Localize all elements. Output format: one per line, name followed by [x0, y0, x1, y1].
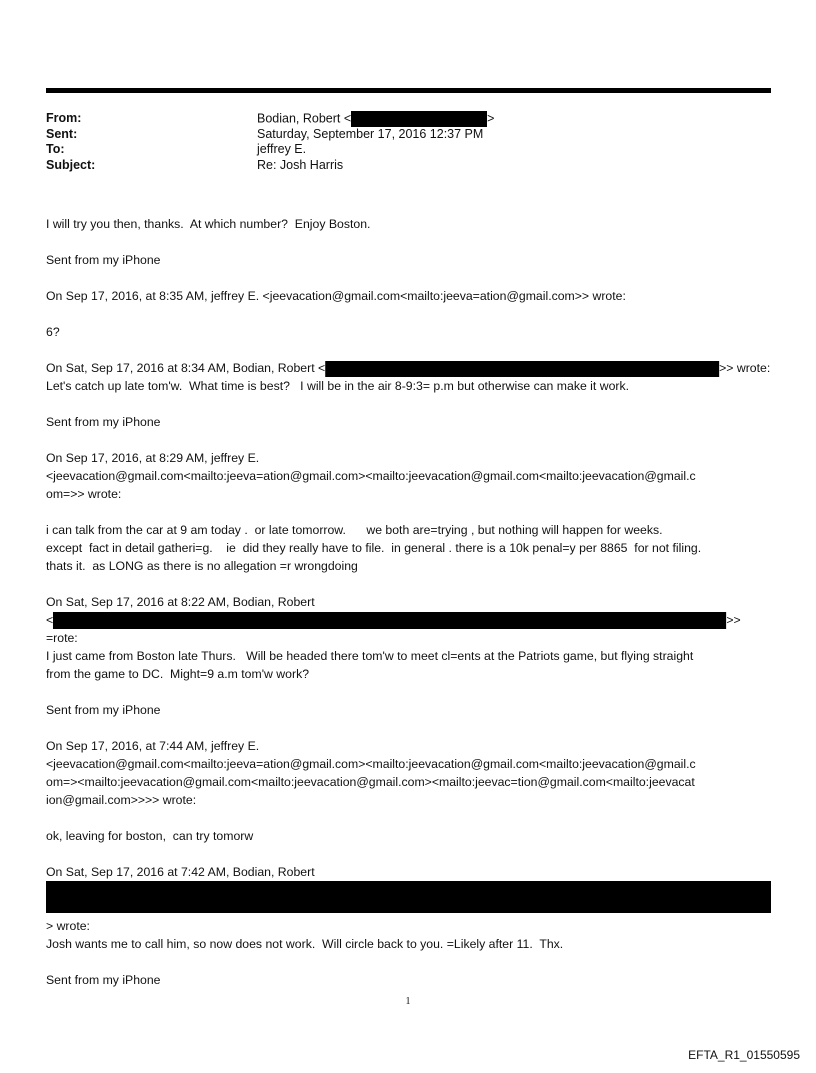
quote-header-text: <	[46, 613, 54, 627]
body-line: 6?	[46, 325, 60, 339]
quote-header	[46, 359, 774, 377]
from-label: From:	[46, 111, 82, 125]
subject-label: Subject:	[46, 157, 96, 172]
signature-line: Sent from my iPhone	[46, 973, 161, 987]
quote-header: om=>> wrote:	[46, 487, 122, 501]
redaction	[53, 612, 726, 629]
quote-header: =rote:	[46, 631, 78, 645]
subject-row	[46, 158, 494, 174]
quote-header: On Sat, Sep 17, 2016 at 7:42 AM, Bodian, Robert	[46, 865, 315, 879]
quote-header-tail: >>	[726, 613, 741, 627]
quote-header: > wrote:	[46, 919, 90, 933]
body-line: i can talk from the car at 9 am today . or late tomorrow. we both are=trying , but nothing will happen for weeks.	[46, 523, 663, 537]
body-line: except fact in detail gatheri=g. ie did they really have to file. in general . there is a 10k penal=y per 8865 for not filing.	[46, 541, 702, 555]
body-line: I just came from Boston late Thurs. Will be headed there tom'w to meet cl=ents at the Patriots game, but flying straight	[46, 649, 694, 663]
signature-line: Sent from my iPhone	[46, 253, 161, 267]
header-rule	[46, 88, 771, 93]
quote-header: On Sep 17, 2016, at 8:29 AM, jeffrey E.	[46, 451, 260, 465]
body-line: Josh wants me to call him, so now does not work. Will circle back to you. =Likely after 11. Thx.	[46, 937, 564, 951]
to-value: jeffrey E.	[257, 142, 307, 156]
email-header	[46, 111, 494, 173]
quote-header: On Sep 17, 2016, at 7:44 AM, jeffrey E.	[46, 739, 260, 753]
body-line: thats it. as LONG as there is no allegation =r wrongdoing	[46, 559, 358, 573]
quote-header: On Sat, Sep 17, 2016 at 8:22 AM, Bodian, Robert	[46, 595, 315, 609]
redaction	[351, 111, 487, 127]
document-id: EFTA_R1_01550595	[688, 1048, 800, 1062]
from-name: Bodian, Robert <	[257, 111, 352, 126]
sent-row	[46, 127, 494, 143]
quote-header-tail: >> wrote:	[719, 361, 771, 375]
to-label: To:	[46, 142, 65, 156]
quote-header	[46, 611, 774, 629]
body-line: I will try you then, thanks. At which number? Enjoy Boston.	[46, 217, 371, 231]
signature-line: Sent from my iPhone	[46, 703, 161, 717]
sent-value: Saturday, September 17, 2016 12:37 PM	[257, 126, 484, 141]
redaction	[46, 881, 771, 913]
quote-header: om=><mailto:jeevacation@gmail.com<mailto:jeevacation@gmail.com><mailto:jeevac=tion@gmail.com<mailto:jeevacat	[46, 775, 695, 789]
quote-header: On Sep 17, 2016, at 8:35 AM, jeffrey E. <jeevacation@gmail.com<mailto:jeeva=ation@gmail.com>> wrote:	[46, 289, 626, 303]
from-value	[257, 111, 494, 127]
email-body	[46, 215, 776, 989]
from-row	[46, 111, 494, 127]
body-line: Let's catch up late tom'w. What time is best? I will be in the air 8-9:3= p.m but otherwise can make it work.	[46, 379, 630, 393]
quote-header: ion@gmail.com>>>> wrote:	[46, 793, 197, 807]
from-close: >	[487, 111, 495, 126]
sent-label: Sent:	[46, 126, 78, 141]
signature-line: Sent from my iPhone	[46, 415, 161, 429]
body-line: from the game to DC. Might=9 a.m tom'w work?	[46, 667, 310, 681]
page-number: 1	[405, 996, 411, 1007]
to-row	[46, 142, 494, 158]
subject-value: Re: Josh Harris	[257, 157, 344, 172]
body-line: ok, leaving for boston, can try tomorw	[46, 829, 254, 843]
quote-header: <jeevacation@gmail.com<mailto:jeeva=ation@gmail.com><mailto:jeevacation@gmail.com<mailto:jeevacation@gmail.c	[46, 469, 696, 483]
quote-header: <jeevacation@gmail.com<mailto:jeeva=ation@gmail.com><mailto:jeevacation@gmail.com<mailto:jeevacation@gmail.c	[46, 757, 696, 771]
redaction	[325, 361, 719, 377]
quote-header-text: On Sat, Sep 17, 2016 at 8:34 AM, Bodian, Robert <	[46, 361, 326, 375]
